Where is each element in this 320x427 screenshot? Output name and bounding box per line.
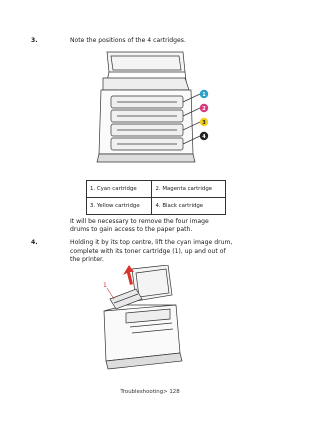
callout-label-2: 2 — [202, 105, 206, 112]
callout-label-1: 1 — [202, 91, 206, 98]
callout-label-4: 4 — [202, 133, 206, 140]
image-drum-note: It will be necessary to remove the four image drums to gain access to the paper path. — [70, 218, 209, 234]
cartridge-legend-table — [86, 180, 226, 215]
step-3-text: Note the positions of the 4 cartridges. — [70, 37, 186, 44]
remove-drum-illustration — [96, 265, 186, 370]
step-3-number: 3. — [31, 37, 38, 44]
legend-cell: 1. Cyan cartridge — [87, 181, 152, 198]
legend-row — [87, 181, 226, 198]
lift-arrow — [123, 265, 134, 285]
legend-cell: 3. Yellow cartridge — [87, 198, 152, 215]
drum-callout-leader — [107, 288, 114, 299]
callout-label-3: 3 — [202, 119, 206, 126]
legend-row — [87, 198, 226, 215]
page-footer: Troubleshooting> 128 — [120, 389, 180, 395]
drum-callout-label: 1 — [103, 282, 107, 289]
legend-cell: 2. Magenta cartridge — [152, 181, 226, 198]
legend-cell: 4. Black cartridge — [152, 198, 226, 215]
step-4-number: 4. — [31, 239, 38, 246]
printer-cartridges-illustration — [95, 50, 220, 172]
step-4-text: Holding it by its top centre, lift the cyan image drum, complete with its toner cartridge (1), up and out of the printer. — [70, 239, 233, 264]
